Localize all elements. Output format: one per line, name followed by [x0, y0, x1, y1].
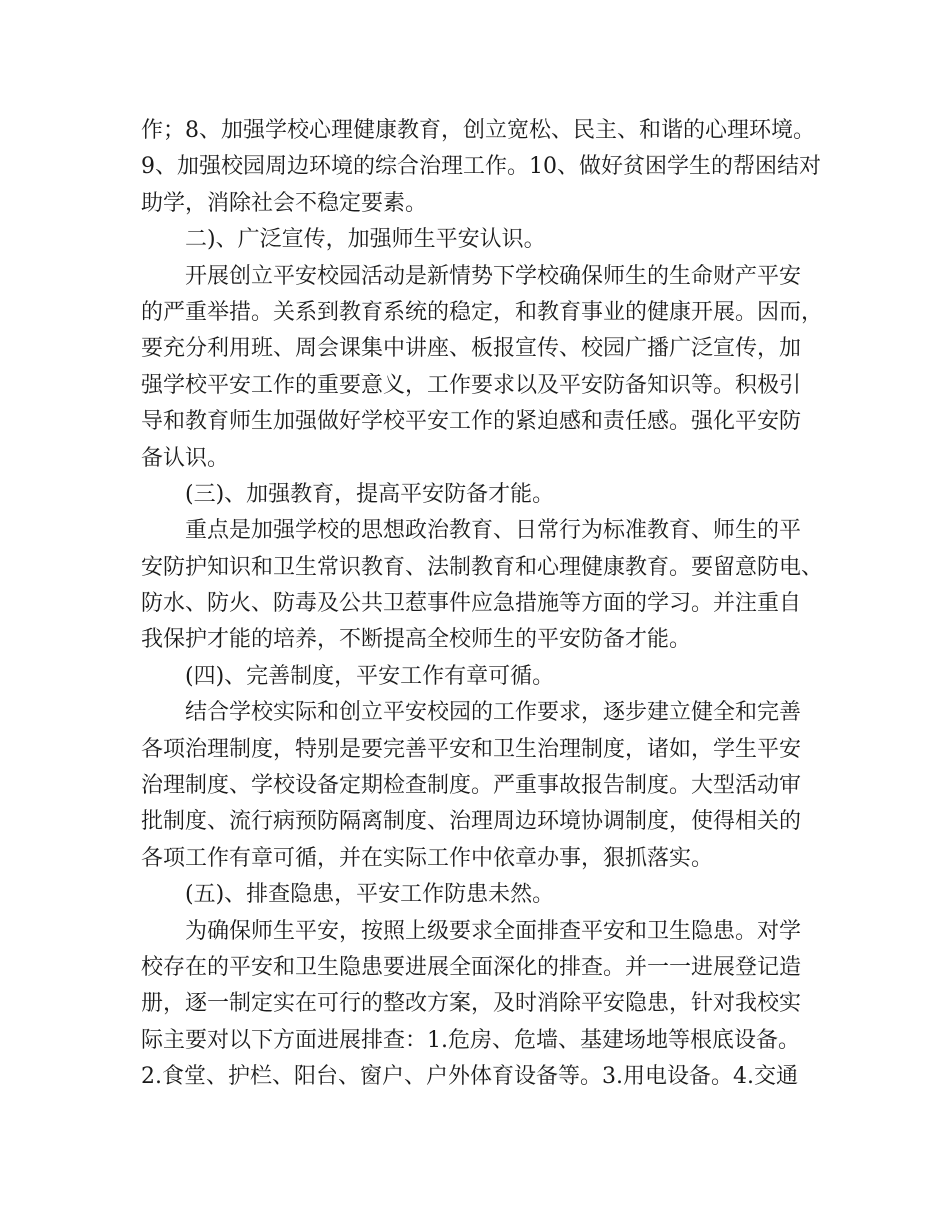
text-line: 校存在的平安和卫生隐患要进展全面深化的排查。并一一进展登记造 [141, 954, 802, 980]
paragraph-start: 为确保师生平安，按照上级要求全面排查平安和卫生隐患。对学 [185, 918, 802, 944]
paragraph-start: 开展创立平安校园活动是新情势下学校确保师生的生命财产平安 [185, 263, 802, 289]
text-line: 9、加强校园周边环境的综合治理工作。10、做好贫困学生的帮困结对 [141, 154, 821, 180]
text-line: 各项治理制度，特别是要完善平安和卫生治理制度，诸如，学生平安 [141, 736, 802, 762]
text-line: 册，逐一制定实在可行的整改方案，及时消除平安隐患，针对我校实 [141, 991, 802, 1017]
paragraph-start: 重点是加强学校的思想政治教育、日常行为标准教育、师生的平 [185, 518, 802, 544]
text-line: 际主要对以下方面进展排查：1.危房、危墙、基建场地等根底设备。 [141, 1027, 800, 1053]
text-line: 要充分利用班、周会课集中讲座、板报宣传、校园广播广泛宣传，加 [141, 336, 802, 362]
text-line: 助学，消除社会不稳定要素。 [141, 190, 428, 216]
text-line: 我保护才能的培养，不断提高全校师生的平安防备才能。 [141, 627, 692, 653]
section-heading: 二)、广泛宣传，加强师生平安认识。 [185, 227, 546, 253]
text-line: 批制度、流行病预防隔离制度、治理周边环境协调制度，使得相关的 [141, 809, 802, 835]
section-heading: (五)、排查隐患，平安工作防患未然。 [185, 882, 555, 908]
section-heading: (三)、加强教育，提高平安防备才能。 [185, 481, 555, 507]
paragraph-start: 结合学校实际和创立平安校园的工作要求，逐步建立健全和完善 [185, 700, 802, 726]
text-line: 治理制度、学校设备定期检查制度。严重事故报告制度。大型活动审 [141, 773, 802, 799]
text-line: 安防护知识和卫生常识教育、法制教育和心理健康教育。要留意防电、 [141, 554, 824, 580]
text-line: 导和教育师生加强做好学校平安工作的紧迫感和责任感。强化平安防 [141, 409, 802, 435]
text-line: 备认识。 [141, 445, 230, 471]
text-line: 各项工作有章可循，并在实际工作中依章办事，狠抓落实。 [141, 845, 714, 871]
text-line: 防水、防火、防毒及公共卫惹事件应急措施等方面的学习。并注重自 [141, 591, 802, 617]
section-heading: (四)、完善制度，平安工作有章可循。 [185, 663, 555, 689]
text-line: 作；8、加强学校心理健康教育，创立宽松、民主、和谐的心理环境。 [141, 118, 815, 143]
text-line: 强学校平安工作的重要意义，工作要求以及平安防备知识等。积极引 [141, 372, 802, 398]
document-body [141, 113, 831, 1096]
text-line: 2.食堂、护栏、阳台、窗户、户外体育设备等。3.用电设备。4.交通 [141, 1064, 798, 1090]
text-line: 的严重举措。关系到教育系统的稳定，和教育事业的健康开展。因而， [141, 299, 824, 325]
